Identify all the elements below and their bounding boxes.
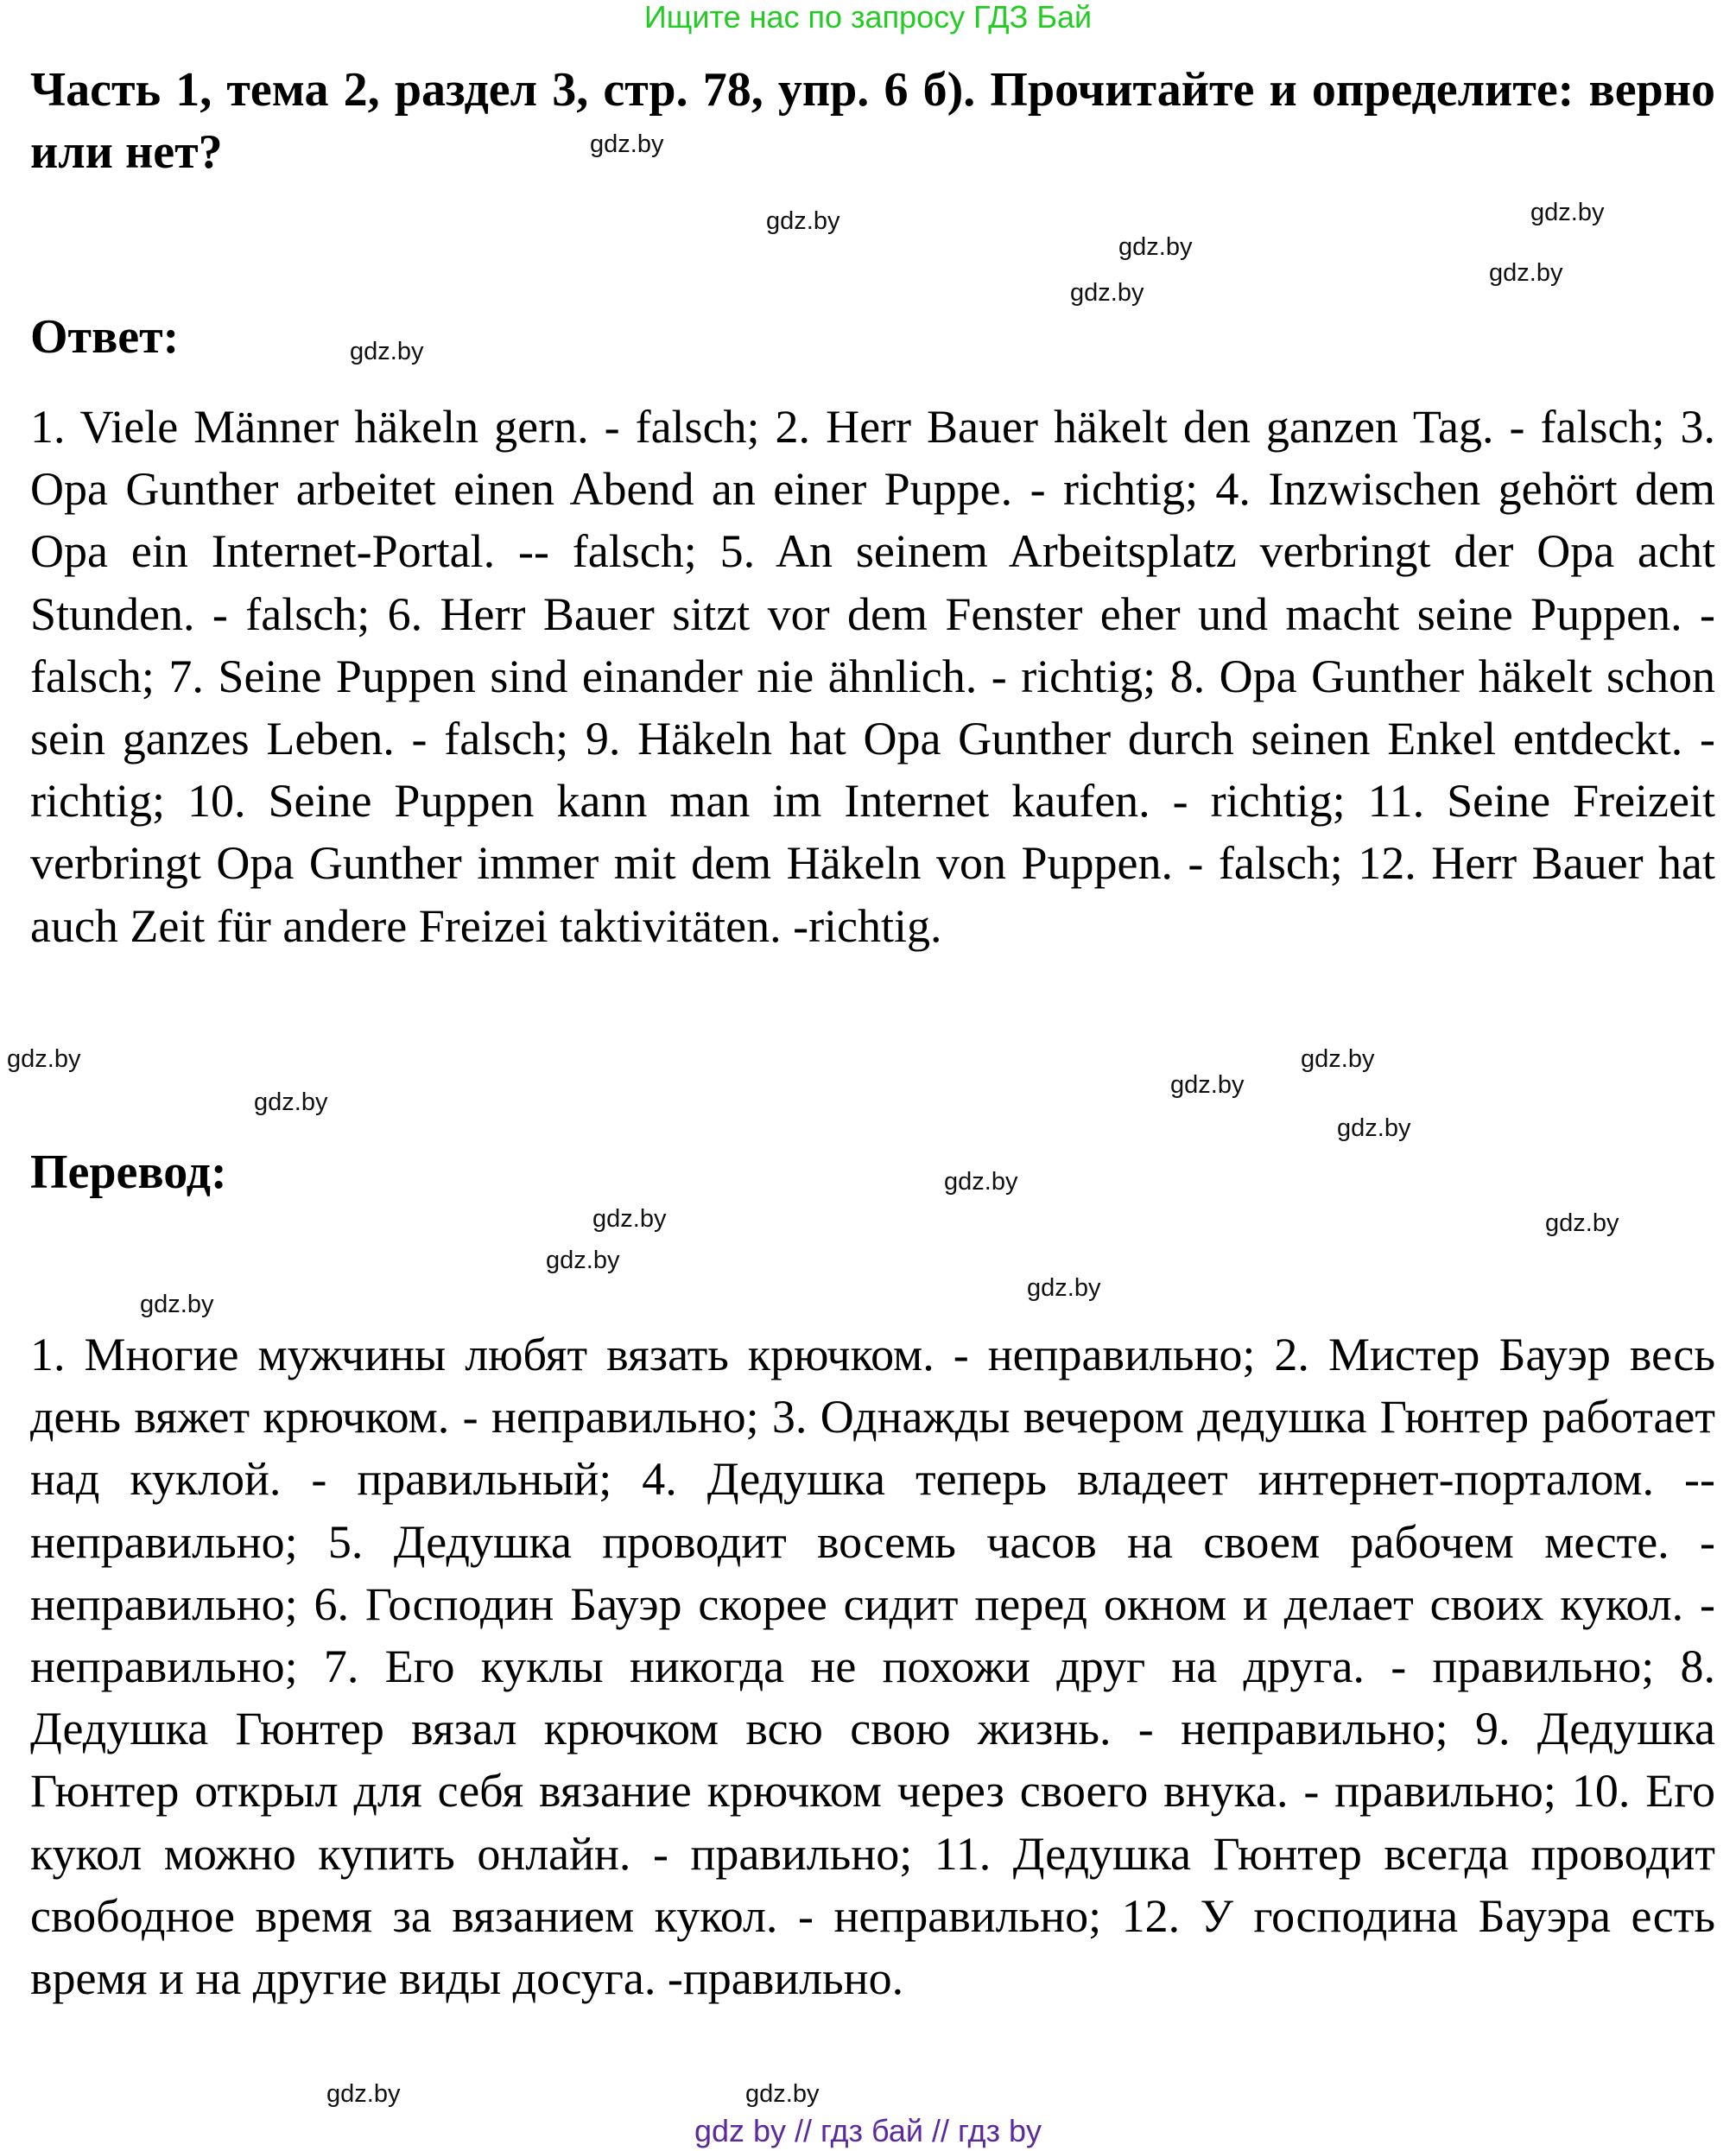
- watermark: gdz.by: [590, 130, 664, 158]
- translation-heading: Перевод:: [30, 1145, 227, 1199]
- watermark: gdz.by: [766, 207, 840, 235]
- answer-heading: Ответ:: [30, 310, 180, 364]
- watermark: gdz.by: [254, 1088, 328, 1116]
- watermark: gdz.by: [592, 1205, 667, 1233]
- watermark: gdz.by: [546, 1247, 620, 1274]
- task-title: Часть 1, тема 2, раздел 3, стр. 78, упр. 6 б). Прочитайте и определите: верно или нет?: [30, 63, 1715, 179]
- watermark: gdz.by: [1530, 199, 1605, 226]
- watermark: gdz.by: [7, 1045, 81, 1073]
- watermark: gdz.by: [1118, 233, 1193, 261]
- watermark: gdz.by: [1070, 279, 1144, 307]
- watermark: gdz.by: [745, 2080, 820, 2108]
- watermark: gdz.by: [326, 2080, 401, 2108]
- translation-text: 1. Многие мужчины любят вязать крючком. - неправильно; 2. Мистер Бауэр весь день вяжет крючком. - неправильно; 3. Однажды вечером дедушка Гюнтер работает над куклой. - правильный; 4. Дедушка теперь владеет интернет-порталом. -- неправильно; 5. Дедушка проводит восемь часов на своем рабочем месте. - неправильно; 6. Господин Бауэр скорее сидит перед окном и делает своих кукол. - неправильно; 7. Его куклы никогда не похожи друг на друга. - правильно; 8. Дедушка Гюнтер вязал крючком всю свою жизнь. - неправильно; 9. Дедушка Гюнтер открыл для себя вязание крючком через своего внука. - правильно; 10. Его кукол можно купить онлайн. - правильно; 11. Дедушка Гюнтер всегда проводит свободное время за вязанием кукол. - неправильно; 12. У господина Бауэра есть время и на другие виды досуга. -правильно.: [30, 1329, 1715, 2005]
- watermark: gdz.by: [944, 1168, 1018, 1196]
- watermark: gdz.by: [1545, 1209, 1619, 1237]
- watermark: gdz.by: [1027, 1274, 1101, 1302]
- watermark: gdz.by: [350, 338, 424, 365]
- watermark: gdz.by: [140, 1291, 214, 1318]
- watermark: gdz.by: [1301, 1045, 1375, 1073]
- watermark: gdz.by: [1170, 1071, 1245, 1099]
- watermark: gdz.by: [1489, 259, 1563, 287]
- search-hint-banner: Ищите нас по запросу ГДЗ Бай: [643, 0, 1093, 35]
- answer-text: 1. Viele Männer häkeln gern. - falsch; 2. Herr Bauer häkelt den ganzen Tag. - falsch; 3. Opa Gunther arbeitet einen Abend an einer Puppe. - richtig; 4. Inzwischen gehört dem Opa ein Internet-Portal. -- falsch; 5. An seinem Arbeitsplatz verbringt der Opa acht Stunden. - falsch; 6. Herr Bauer sitzt vor dem Fenster eher und macht seine Puppen. - falsch; 7. Seine Puppen sind einander nie ähnlich. - richtig; 8. Opa Gunther häkelt schon sein ganzes Leben. - falsch; 9. Häkeln hat Opa Gunther durch seinen Enkel entdeckt. - richtig; 10. Seine Puppen kann man im Internet kaufen. - richtig; 11. Seine Freizeit verbringt Opa Gunther immer mit dem Häkeln von Puppen. - falsch; 12. Herr Bauer hat auch Zeit für andere Freizei taktivitäten. -richtig.: [30, 401, 1715, 952]
- footer-links[interactable]: gdz by // гдз бай // гдз by: [694, 2113, 1042, 2148]
- watermark: gdz.by: [1337, 1114, 1411, 1142]
